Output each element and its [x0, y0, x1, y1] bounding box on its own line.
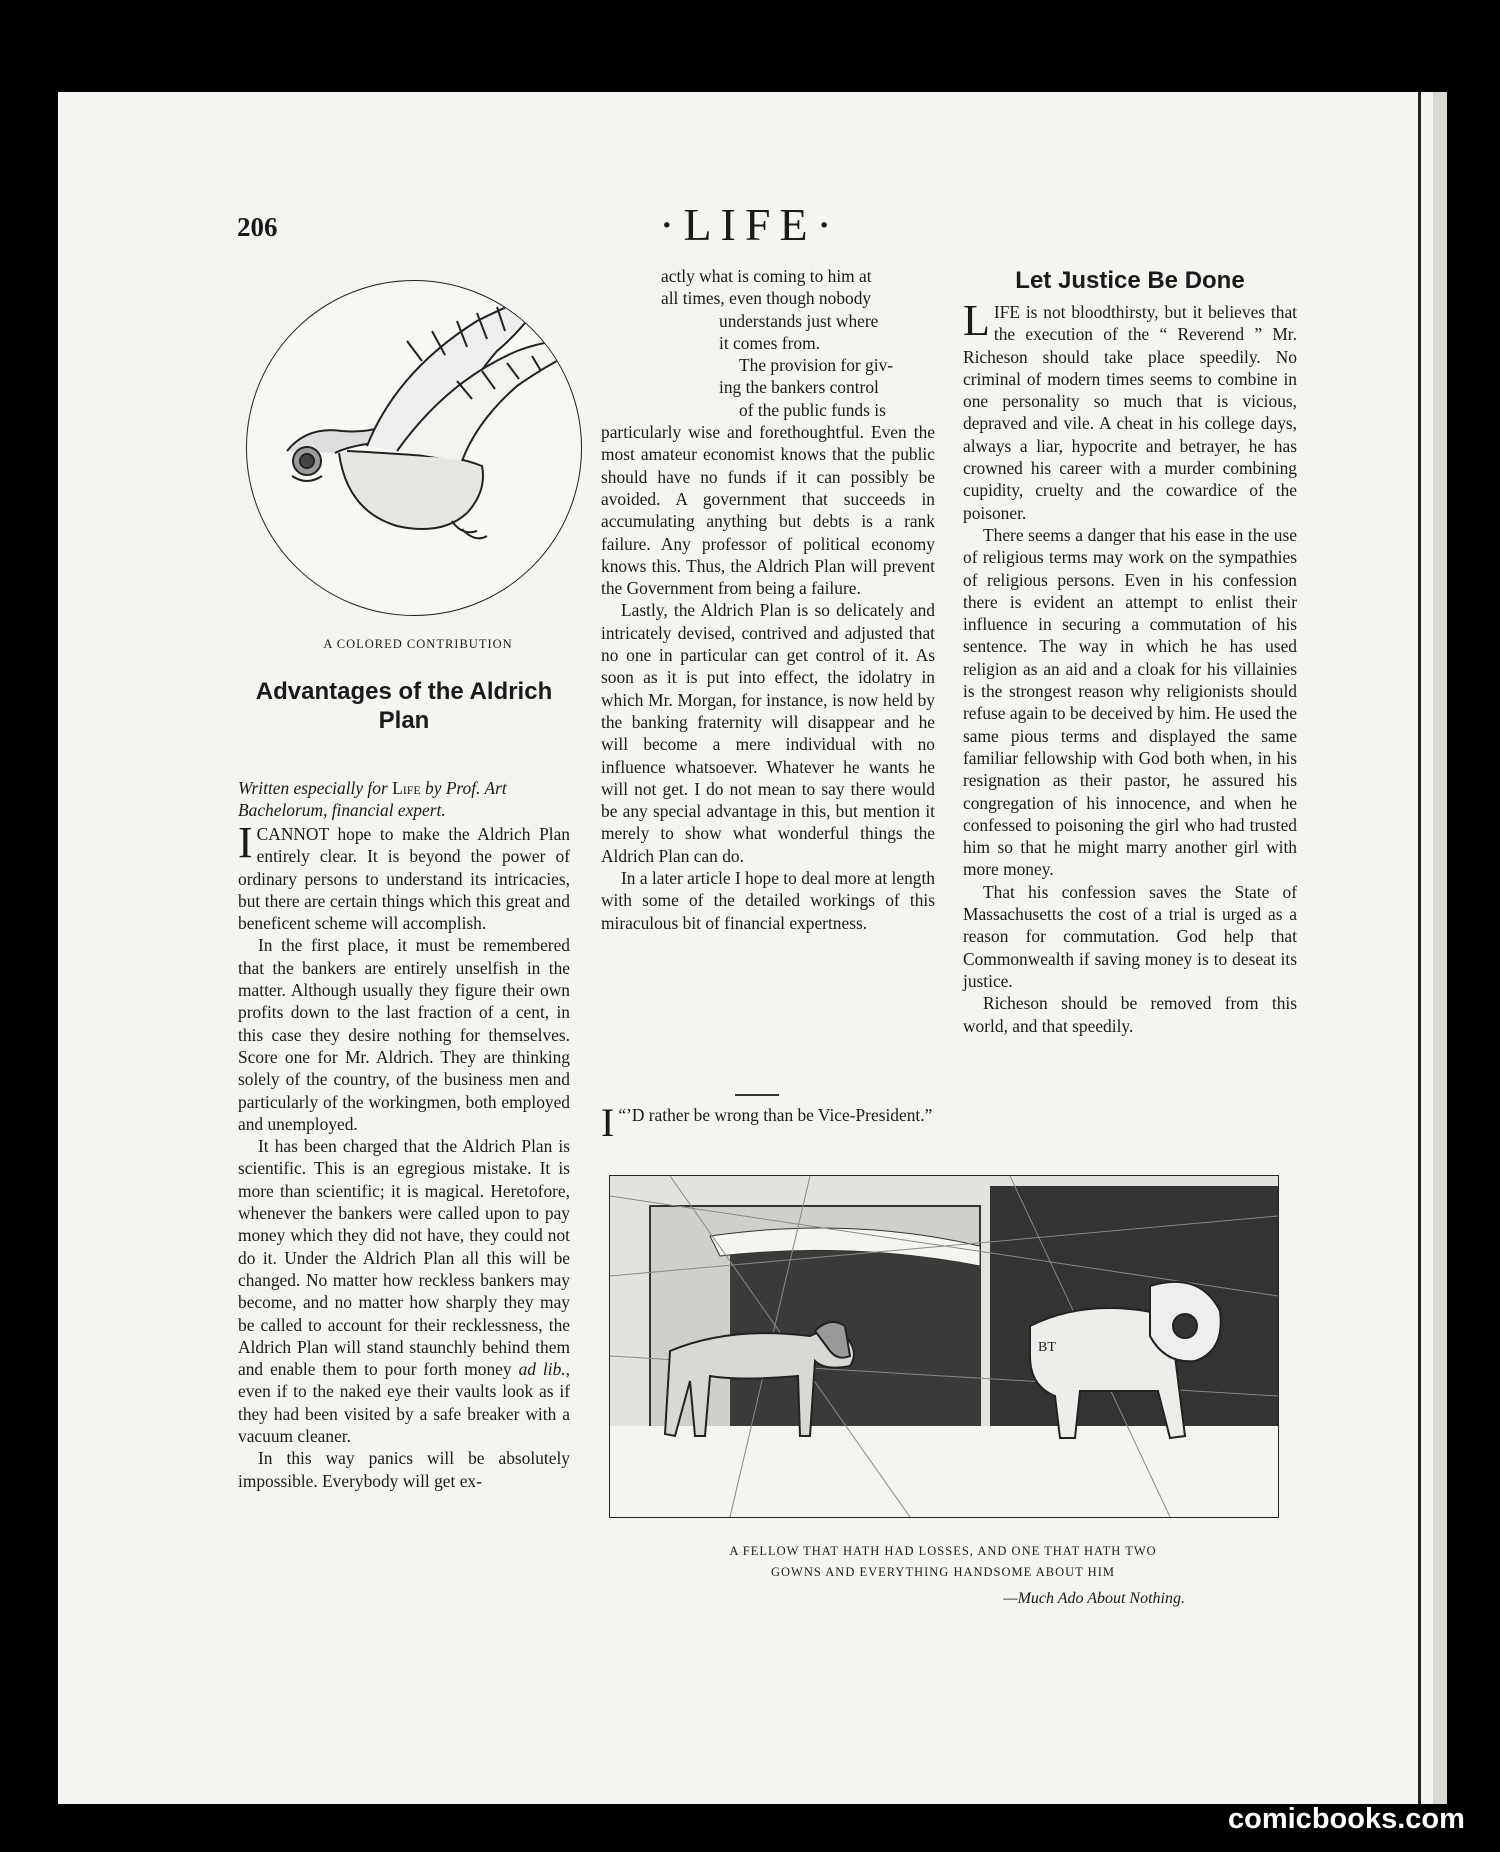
article-column — [238, 818, 570, 1492]
cartoon-caption-line: GOWNS AND EVERYTHING HANDSOME ABOUT HIM — [771, 1565, 1115, 1579]
wrap-line: understands just where — [719, 310, 879, 331]
paragraph — [238, 818, 570, 934]
paragraph-text: ’D rather be wrong than be Vice-President.” — [626, 1105, 933, 1125]
wrap-line: The provision for giv- — [739, 355, 894, 376]
watermark-logo: comicbooks.com — [1228, 1803, 1465, 1835]
wrap-line: all times, even though nobody — [661, 288, 872, 309]
wrap-line: it comes from. — [719, 332, 820, 353]
paragraph-text: IFE is not bloodthirsty, but it believes that the execution of the “ Reverend ” Mr. Richeson should take place speedily. No criminal of modern times seems to combine in one personality so much that is vicious, depraved and vile. A cheat in his college days, always a liar, hypocrite and betrayer, he has crowned his career with a murder combining cupidity, cruelty and the cowardice of the poisoner. — [963, 302, 1297, 523]
paragraph: particularly wise and forethoughtful. Even the most amateur economist knows that the public should have no funds if it can possibly be avoided. A government that succeeds in accumulating anything but debts is a rank failure. Any professor of political economy knows this. Thus, the Aldrich Plan will prevent the Government from being a failure. — [601, 422, 935, 599]
paragraph: Lastly, the Aldrich Plan is so delicately and intricately devised, contrived and adjusted that no one in particular can get control of it. As soon as it is put into effect, the idolatry in which Mr. Morgan, for instance, is now held by the banking fraternity will disappear and he will become a mere individual with no influence whatsoever. Whatever he wants he will not get. I do not mean to say there would be any special advantage in this, but mention it merely to show what wonderful things the Aldrich Plan can do. — [601, 600, 935, 866]
drop-cap: I — [238, 818, 253, 867]
article-column — [963, 296, 1297, 1037]
article-column-continued — [601, 265, 935, 934]
wrap-line: actly what is coming to him at — [661, 266, 872, 286]
paragraph: In the first place, it must be remembered that the bankers are entirely unselfish in the matter. Although usually they figure their own profits down to the last fraction of a cent, in this case they desire nothing for themselves. Score one for Mr. Aldrich. They are thinking solely of the country, of the business men and particularly of the workingmen, both employed and unemployed. — [238, 935, 570, 1134]
page-spine-edge — [1418, 92, 1421, 1804]
paragraph-italic: ad lib. — [518, 1359, 566, 1380]
paragraph: That his confession saves the State of Massachusetts the cost of a trial is urged as a reason for commutation. God help that Commonwealth if saving money is to deseat its justice. — [963, 881, 1297, 991]
article-title — [238, 677, 570, 735]
blanket-initials: BT — [1038, 1340, 1056, 1355]
figure-caption: A COLORED CONTRIBUTION — [323, 637, 513, 651]
article-title: Let Justice Be Done — [1015, 267, 1245, 294]
cartoon-caption — [609, 1544, 1277, 1580]
paragraph-text: , even if to the naked eye their vaults look as if they had been visited by a safe breaker with a vacuum cleaner. — [238, 1359, 570, 1447]
paragraph — [963, 296, 1297, 524]
paragraph-text: CANNOT hope to make the Aldrich Plan entirely clear. It is beyond the power of ordinary persons to understand its intricacies, but there are certain things which this great and beneficent scheme will accomplish. — [238, 824, 570, 934]
paragraph-text: It has been charged that the Aldrich Plan is scientific. This is an egregious mistake. It is more than scientific; it is magical. Heretofore, whenever the bankers were called upon to pay money which they did not have, they could not do it. Under the Aldrich Plan all this will be changed. No matter how reckless bankers may become, and no matter how sharply they may be called to account for their recklessness, the Aldrich Plan will stand staunchly behind them and enable them to pour forth money — [238, 1136, 570, 1380]
drop-cap: L — [963, 296, 990, 345]
pelican-illustration — [246, 280, 582, 616]
paragraph: In a later article I hope to deal more at length with some of the detailed workings of this miraculous bit of financial expertness. — [601, 868, 935, 933]
byline — [238, 777, 570, 821]
article-title-line: Plan — [378, 707, 430, 734]
quip — [601, 1100, 935, 1145]
paragraph — [601, 1100, 935, 1145]
section-divider — [735, 1094, 779, 1096]
dogs-cartoon-icon — [610, 1176, 1278, 1517]
dogs-cartoon-illustration — [609, 1175, 1279, 1518]
drop-cap: I — [601, 1100, 615, 1145]
cartoon-attribution: —Much Ado About Nothing. — [1003, 1590, 1185, 1607]
wrap-line: ing the bankers control — [719, 377, 879, 398]
article-title-line: Advantages of the Aldrich — [255, 678, 553, 705]
byline-magazine: Life — [392, 778, 421, 798]
masthead: ·LIFE· — [659, 199, 841, 250]
quote-mark: “ — [618, 1105, 627, 1125]
paragraph: Richeson should be removed from this world, and that speedily. — [963, 993, 1297, 1036]
byline-text: Written especially for — [238, 778, 393, 798]
next-page-edge — [1433, 92, 1447, 1804]
wrap-line: of the public funds is — [739, 399, 886, 420]
page-number: 206 — [237, 212, 278, 242]
paragraph: There seems a danger that his ease in the use of religious terms may work on the sympathies of religious persons. Even in his confession there is evident an attempt to enlist their influence in securing a commutation of his sentence. The way in which he has used religion as an aid and a cloak for his villainies is the strongest reason why religionists should refuse again to be deceived by him. He used the same pious terms and displayed the same familiar fellowship with God both when, in his resignation as their pastor, he assured his congregation of his innocence, and when he confessed to poisoning the girl who had trusted him so that he might marry another girl with more money. — [963, 524, 1297, 880]
paragraph: In this way panics will be absolutely impossible. Everybody will get ex- — [238, 1448, 570, 1491]
byline-text: by Prof. Art Bachelorum, financial expert. — [238, 778, 507, 820]
cartoon-caption-line: A FELLOW THAT HATH HAD LOSSES, AND ONE THAT HATH TWO — [729, 1544, 1157, 1558]
pelican-icon — [247, 281, 581, 615]
paragraph — [238, 1135, 570, 1447]
